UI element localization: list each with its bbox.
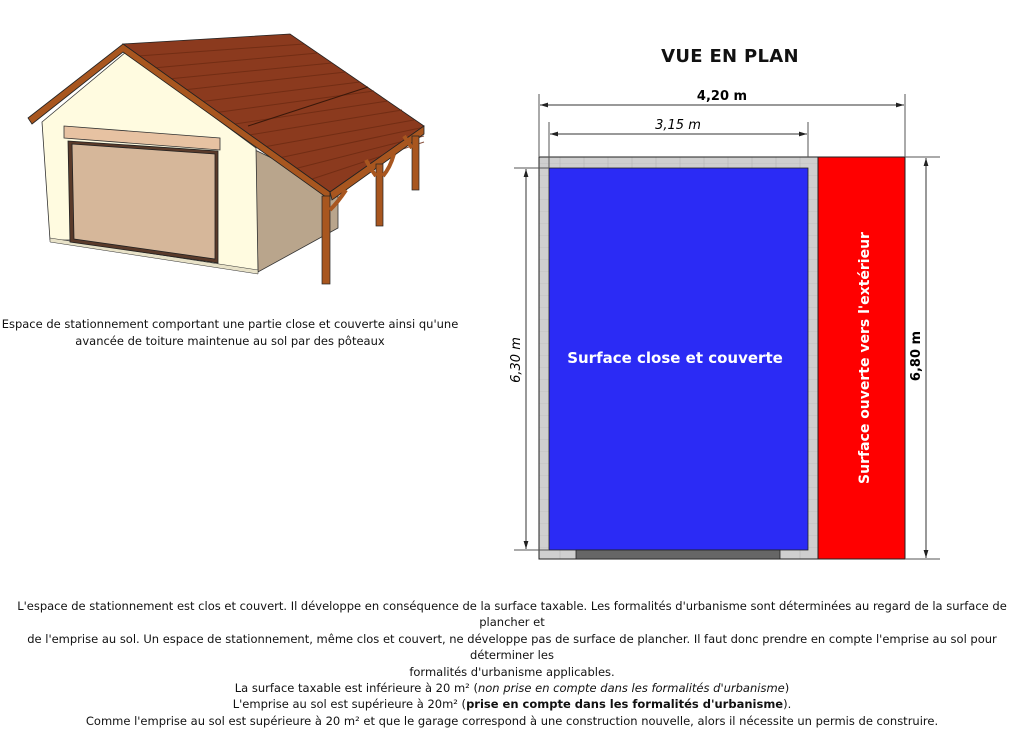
text-fragment: La surface taxable est inférieure à 20 m² ( [234,681,478,696]
caption-line: Espace de stationnement comportant une partie close et couverte ainsi qu'une [1,317,459,331]
explanation-line: formalités d'urbanisme applicables. [409,664,615,679]
closed-area-label: Surface close et couverte [567,349,783,367]
text-fragment: L'emprise au sol est supérieure à 20m² ( [232,697,467,712]
post [412,136,419,190]
floor-plan-drawing [500,80,960,580]
plan-title: VUE EN PLAN [661,46,799,67]
post [322,196,330,284]
post [376,164,383,226]
dim-total-height: 6,80 m [909,330,924,382]
caption-line: avancée de toiture maintenue au sol par des pôteaux [75,334,385,348]
illustration-caption [0,316,460,350]
text-fragment: ) [784,681,790,696]
explanation-line: de l'emprise au sol. Un espace de stationnement, même clos et couvert, ne développe pas de surface de plancher. Il faut donc prendre en compte l'emprise au sol pour déterminer les [27,631,997,663]
garage-illustration [20,30,440,300]
explanation-text [10,598,1014,729]
italic-note: non prise en compte dans les formalités d'urbanisme [477,681,785,696]
garage-3d-drawing [20,30,440,300]
dim-closed-width: 3,15 m [655,118,701,133]
text-fragment: ). [783,697,792,712]
door-opening [576,550,780,559]
explanation-line [10,680,1014,696]
explanation-line: Comme l'emprise au sol est supérieure à 20 m² et que le garage correspond à une construction nouvelle, alors il nécessite un permis de construire. [85,713,939,728]
floor-plan [500,80,960,580]
explanation-line [10,696,1014,712]
dim-closed-height: 6,30 m [509,337,524,383]
open-area-label: Surface ouverte vers l'extérieur [857,232,873,484]
dim-total-width: 4,20 m [696,89,748,104]
garage-door [72,144,215,259]
bold-note: prise en compte dans les formalités d'urbanisme [466,697,784,712]
explanation-line: L'espace de stationnement est clos et couvert. Il développe en conséquence de la surface taxable. Les formalités d'urbanisme sont déterminées au regard de la surface de plancher et [17,599,1007,630]
